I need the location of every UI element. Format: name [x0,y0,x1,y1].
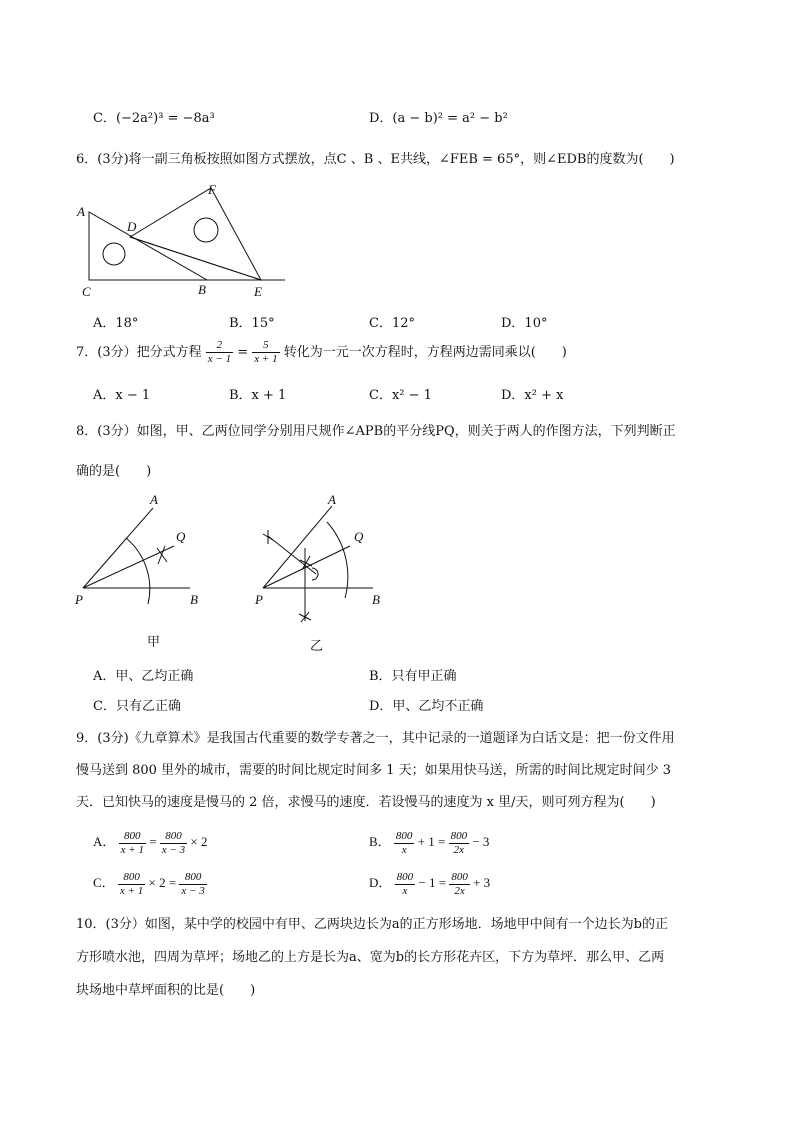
q8-jia-cross-mark [157,546,167,564]
q8-yi-label-p: P [255,592,263,607]
q8-option-b: B．只有甲正确 [369,669,457,684]
q8-option-d: D．甲、乙均不正确 [369,699,484,714]
q8-jia-label-p: P [75,592,83,607]
q5-option-c: C．(−2a²)³ = −8a³ [93,111,215,126]
q10-line2: 方形喷水池，四周为草坪；场地乙的上方是长为a、宽为b的长方形花卉区，下方为草坪．那么甲、乙两 [76,950,665,965]
q6-label-a: A [77,204,85,219]
q7-option-a: A．x − 1 [93,388,151,403]
q7-option-b: B．x + 1 [229,388,287,403]
q7-stem [76,339,567,366]
q6-triangle-dfe [130,188,261,280]
q8-jia-label-b: B [190,592,198,607]
q8-figure-yi [250,488,400,658]
q7-option-c: C．x² − 1 [369,388,432,403]
q6-option-d: D．10° [501,316,548,331]
q9-option-b: B． $\frac{800}{x}$ + 1 = $\frac{800}{2x}$ − 3 [369,829,490,856]
q8-yi-small-arc [312,568,318,580]
q7-stem-pre: 7．(3分）把分式方程 [76,345,202,360]
q8-yi-caption: 乙 [310,639,324,654]
q8-yi-label-q: Q [354,529,364,544]
q8-figure-jia [70,488,220,656]
q8-option-c: C．只有乙正确 [93,699,181,714]
q8-jia-label-q: Q [176,529,186,544]
q7-equals: = [237,345,249,360]
q8-yi-mark-top [263,530,273,544]
q6-label-f: F [208,182,216,197]
q6-label-e: E [254,284,262,299]
q8-yi-label-a: A [328,492,336,507]
q8-stem-line1: 8．(3分）如图，甲、乙两位同学分别用尺规作∠APB的平分线PQ，则关于两人的作图方法，下列判断正 [76,424,676,439]
q8-jia-arc [126,538,150,604]
q8-option-a: A．甲、乙均正确 [93,669,194,684]
q8-jia-caption: 甲 [147,635,161,650]
q6-circle-right [194,218,218,242]
q8-yi-ray-pa [263,506,332,588]
q8-yi-arc [327,522,348,598]
q8-yi-label-b: B [372,592,380,607]
q6-label-c: C [82,284,91,299]
q5-option-d: D．(a − b)² = a² − b² [369,111,508,126]
q7-fraction-2: $\frac{5}{x + 1}$ [254,339,278,365]
q9-line3: 天．已知快马的速度是慢马的 2 倍，求慢马的速度．若设慢马的速度为 x 里/天，则可列方程为( ) [76,795,656,810]
q9-line1: 9．(3分)《九章算术》是我国古代重要的数学专著之一，其中记录的一道题译为白话文是：把一份文件用 [76,731,675,746]
q9-option-c: C． $\frac{800}{x + 1}$ × 2 = $\frac{800}{x - 3}$ [93,870,205,897]
q6-option-b: B．15° [229,316,275,331]
q6-circle-left [103,243,125,265]
q7-fraction-1: $\frac{2}{x - 1}$ [207,339,232,365]
q6-label-b: B [198,282,206,297]
q9-option-a: A． $\frac{800}{x + 1}$ = $\frac{800}{x - 3}$ × 2 [93,829,208,856]
q7-option-d: D．x² + x [501,388,564,403]
q8-yi-construction-line [268,536,316,574]
q6-option-c: C．12° [369,316,415,331]
q6-figure [70,178,300,300]
q6-label-d: D [127,219,137,234]
q9-option-d: D． $\frac{800}{x}$ − 1 = $\frac{800}{2x}$ + 3 [369,870,491,897]
q10-line3: 块场地中草坪面积的比是( ) [76,983,256,998]
q6-stem: 6．(3分)将一副三角板按照如图方式摆放，点C 、B 、E共线，∠FEB = 65°，则∠EDB的度数为( ) [76,152,675,167]
q8-jia-label-a: A [150,492,158,507]
q8-jia-ray-pa [83,508,153,588]
q10-line1: 10．(3分）如图，某中学的校园中有甲、乙两块边长为a的正方形场地．场地甲中间有一个边长为b的正 [76,917,668,932]
q9-line2: 慢马送到 800 里外的城市，需要的时间比规定时间多 1 天；如果用快马送，所需的时间比规定时间少 3 [76,763,672,778]
q8-stem-line2: 确的是( ) [76,464,152,479]
q6-option-a: A．18° [93,316,139,331]
q7-stem-post: 转化为一元一次方程时，方程两边需同乘以( ) [283,345,567,360]
